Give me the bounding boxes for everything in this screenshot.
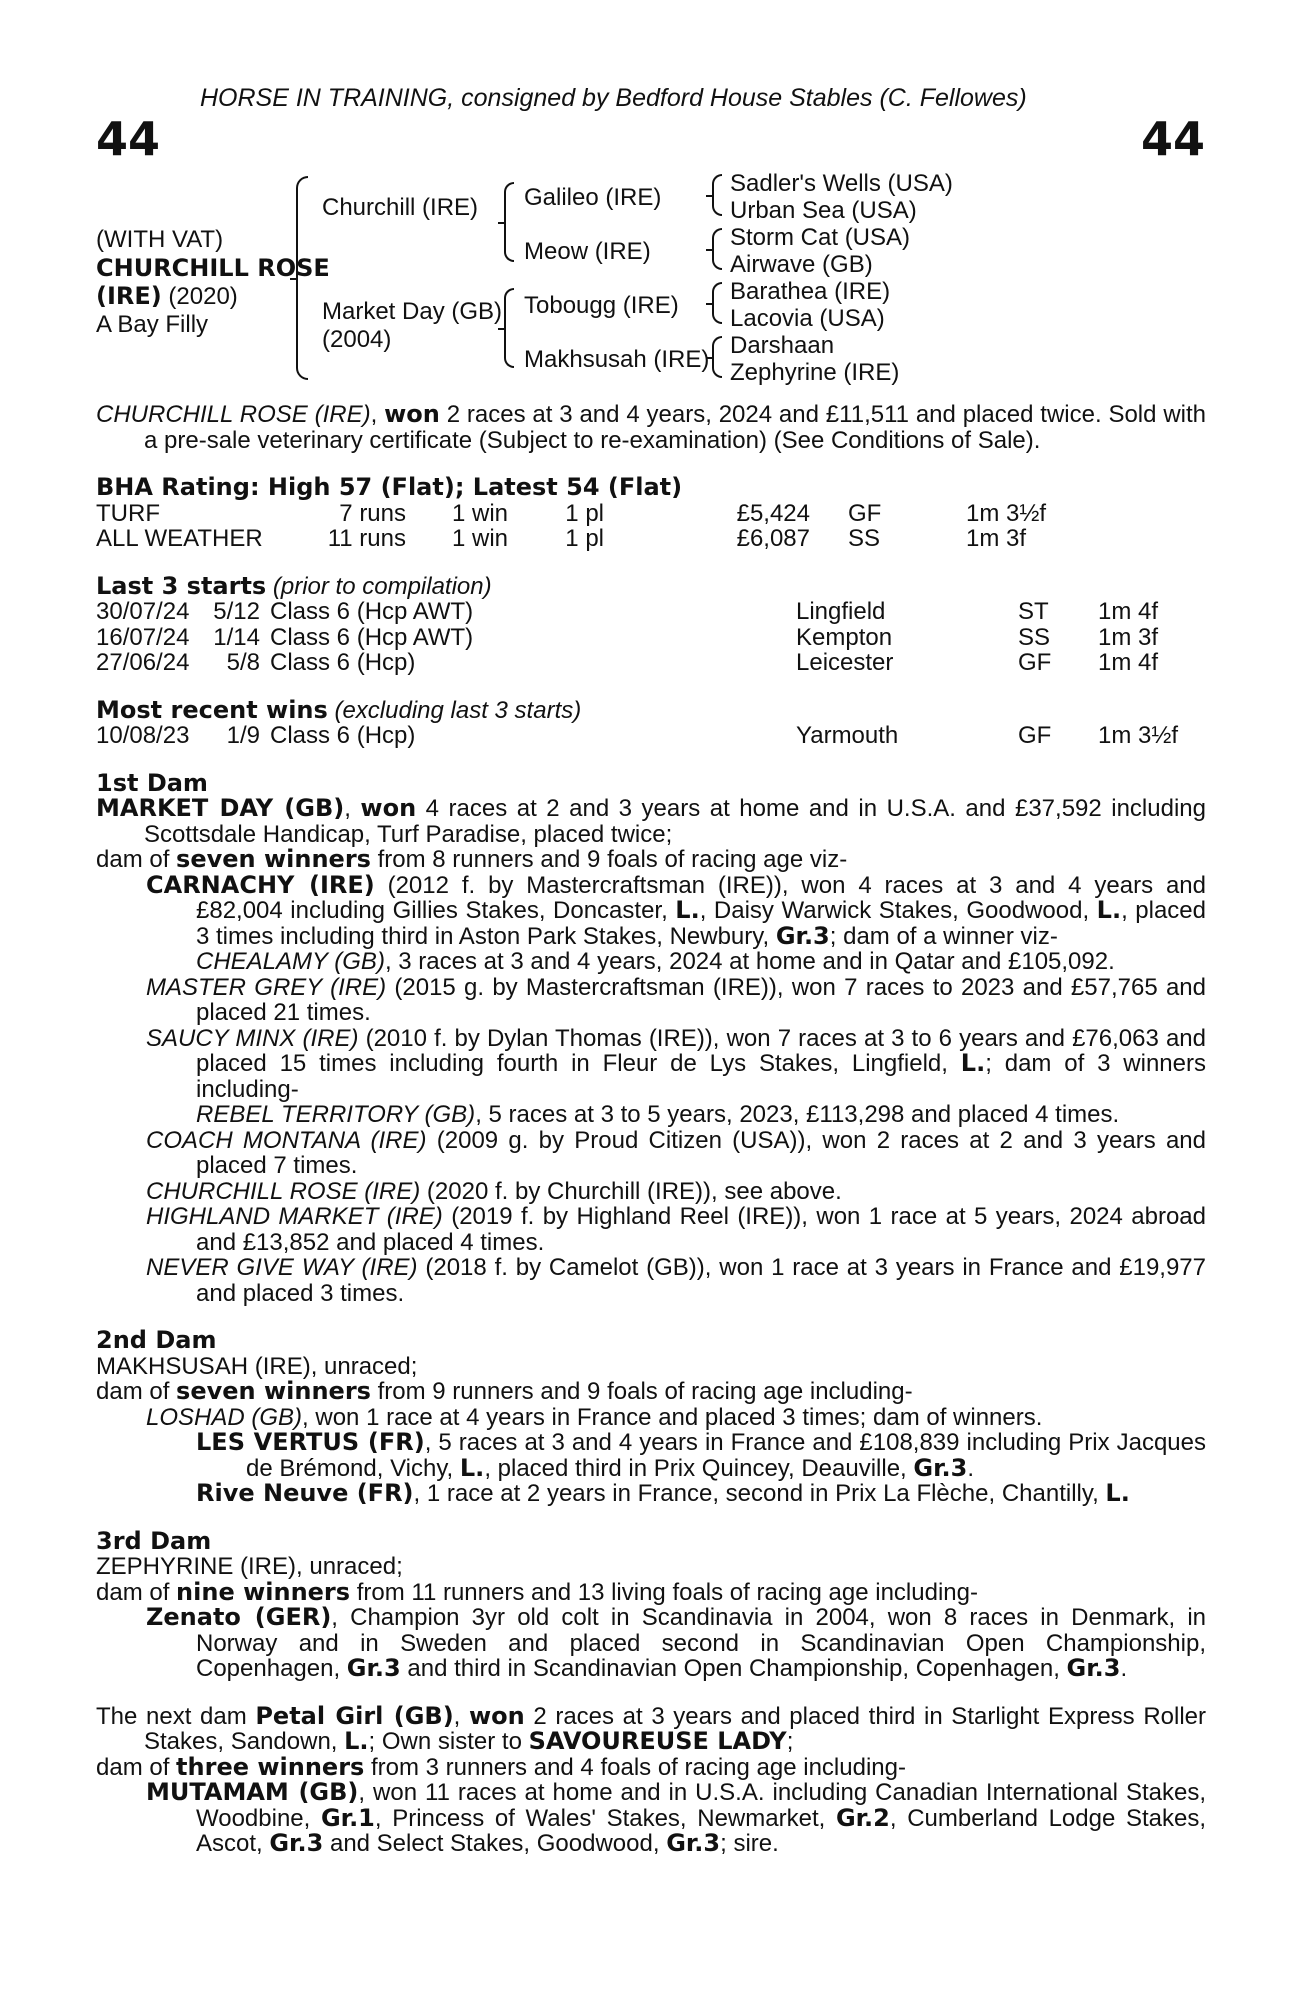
- recent-note: (excluding last 3 starts): [327, 696, 582, 724]
- progeny-text: ; sire.: [720, 1830, 779, 1857]
- rating-placed: 1 pl: [565, 525, 604, 552]
- progeny-text: , Cumberland Lodge Stakes, Ascot,: [196, 1804, 1206, 1857]
- nextdam-dam-of: [96, 1752, 1206, 1781]
- rating-table: [96, 501, 1046, 552]
- listed-mark: L.: [675, 896, 700, 924]
- progeny-name: MASTER GREY (IRE): [146, 973, 387, 1001]
- recent-table: [96, 723, 1178, 749]
- start-going: GF: [1018, 649, 1052, 676]
- progeny-name: CHEALAMY (GB): [196, 948, 385, 975]
- win-distance: 1m 3½f: [1098, 722, 1179, 749]
- nextdam-text: ,: [453, 1702, 469, 1730]
- pedigree-dss: Barathea (IRE): [730, 278, 891, 305]
- progeny-text: (2018 f. by Camelot (GB)), won 1 race at 3 years in France and £19,977 and placed 3 times.: [196, 1254, 1207, 1307]
- pedigree-dam-dam: Makhsusah (IRE): [524, 346, 710, 373]
- rating-prize: £5,424: [736, 499, 810, 527]
- recent-title: Most recent wins: [96, 695, 328, 724]
- summary-name: CHURCHILL ROSE (IRE): [96, 401, 371, 428]
- recent-heading: [96, 695, 1206, 724]
- progeny-text: and third in Scandinavian Open Championship, Copenhagen,: [400, 1655, 1067, 1682]
- rating-distance: 1m 3f: [966, 525, 1027, 552]
- rating-runs: 7 runs: [339, 499, 406, 527]
- progeny-name: LOSHAD (GB): [146, 1403, 303, 1431]
- win-course: Yarmouth: [796, 722, 899, 749]
- start-course: Leicester: [796, 649, 894, 676]
- start-course: Lingfield: [796, 598, 886, 625]
- dam1-won: won: [360, 794, 417, 822]
- listed-mark: L.: [459, 1453, 485, 1482]
- progeny-text: , 5 races at 3 to 5 years, 2023, £113,298 and placed 4 times.: [475, 1101, 1120, 1128]
- progeny-text: , placed third in Prix Quincey, Deauville,: [484, 1454, 914, 1482]
- dam2-title: 2nd Dam: [96, 1326, 217, 1354]
- dam3-title: 3rd Dam: [96, 1526, 212, 1555]
- nextdam-text: 2 races at 3 years and placed third in Starlight Express Roller Stakes, Sandown,: [144, 1702, 1206, 1755]
- start-position: 1/14: [213, 623, 260, 651]
- brace-dd: [712, 336, 722, 378]
- pedigree-ddd: Zephyrine (IRE): [730, 359, 900, 386]
- lot-number-right: 44: [1140, 112, 1205, 166]
- list-item: [96, 1179, 1206, 1205]
- start-distance: 1m 4f: [1098, 649, 1159, 676]
- progeny-name: CARNACHY (IRE): [146, 870, 375, 899]
- summary-text: 2 races at 3 and 4 years, 2024 and £11,511 and placed twice. Sold with a pre-sale veterinary certificate (Subject to re-examination) (See Conditions of Sale).: [144, 401, 1207, 454]
- list-item: [96, 1481, 1206, 1507]
- dam1-text: 4 races at 2 and 3 years at home and in U.S.A. and £37,592 including Scottsdale Handicap, Turf Paradise, placed twice;: [144, 795, 1206, 848]
- page-header-line: HORSE IN TRAINING, consigned by Bedford House Stables (C. Fellowes): [200, 84, 1027, 112]
- brace-dam: [504, 288, 514, 368]
- rating-section: [96, 475, 1206, 552]
- start-course: Kempton: [796, 623, 893, 651]
- horse-identity: [96, 226, 330, 339]
- progeny-text: (2010 f. by Dylan Thomas (IRE)), won 7 races at 3 to 6 years and £76,063 and placed 15 times including fourth in Fleur de Lys Stakes, Lingfield,: [196, 1024, 1206, 1077]
- win-date: 10/08/23: [96, 722, 190, 749]
- dam1-intro: MARKET DAY (GB), won 4 races at 2 and 3 years at home and in U.S.A. and £37,592 including Scottsdale Handicap, Turf Paradise, placed twice;: [96, 794, 1206, 848]
- progeny-text: , 1 race at 2 years in France, second in Prix La Flèche, Chantilly,: [413, 1480, 1106, 1507]
- progeny-text: ; dam of a winner viz-: [829, 922, 1058, 950]
- table-row: [96, 625, 1158, 651]
- pedigree-dsd: Lacovia (USA): [730, 305, 885, 332]
- start-distance: 1m 3f: [1098, 623, 1159, 651]
- brace-ds: [712, 282, 722, 324]
- group-mark: Gr.2: [835, 1803, 890, 1832]
- progeny-text: , Daisy Warwick Stakes, Goodwood,: [699, 897, 1097, 924]
- lot-number-left: 44: [96, 112, 161, 166]
- list-item: [96, 1026, 1206, 1103]
- horse-name-line2: [96, 282, 330, 311]
- group-mark: Gr.3: [775, 921, 830, 950]
- first-dam-section: [96, 768, 1207, 1307]
- start-date: 16/07/24: [96, 623, 190, 651]
- dam-of-b: seven winners: [176, 1377, 371, 1405]
- start-going: SS: [1018, 623, 1051, 651]
- listed-mark: L.: [1096, 896, 1122, 924]
- dam2-line: MAKHSUSAH (IRE), unraced;: [96, 1352, 418, 1380]
- dam-of-b: seven winners: [176, 845, 371, 873]
- last3-title: Last 3 starts: [96, 571, 267, 600]
- nextdam-text: ; Own sister to: [368, 1728, 529, 1755]
- brace-ss: [712, 174, 722, 216]
- dam1-name: MARKET DAY (GB): [96, 794, 345, 822]
- nextdam-sister: SAVOUREUSE LADY: [528, 1727, 787, 1755]
- progeny-text: (2020 f. by Churchill (IRE)), see above.: [420, 1177, 842, 1205]
- recent-wins-section: [96, 695, 1206, 749]
- rating-distance: 1m 3½f: [966, 499, 1047, 527]
- pedigree-dam-year: (2004): [322, 326, 392, 353]
- dam3-line: ZEPHYRINE (IRE), unraced;: [96, 1553, 403, 1580]
- horse-year: (2020): [161, 283, 238, 310]
- dam-of-c: from 3 runners and 4 foals of racing age including-: [364, 1753, 906, 1781]
- horse-name: CHURCHILL ROSE: [96, 254, 330, 282]
- progeny-text: (2012 f. by Mastercraftsman (IRE)), won 4 races at 3 and 4 years and £82,004 including Gillies Stakes, Doncaster,: [196, 871, 1206, 924]
- dam1-title: 1st Dam: [96, 768, 208, 797]
- progeny-text: , Princess of Wales' Stakes, Newmarket,: [374, 1804, 836, 1832]
- rating-prize: £6,087: [736, 525, 810, 552]
- vat-note: (WITH VAT): [96, 226, 224, 253]
- progeny-text: , placed 3 times including third in Aston Park Stakes, Newbury,: [196, 897, 1207, 950]
- dam-of-c: from 11 runners and 13 living foals of racing age including-: [350, 1578, 978, 1606]
- listed-mark: L.: [960, 1049, 986, 1077]
- dam-of-b: nine winners: [176, 1577, 351, 1606]
- horse-origin: (IRE): [96, 282, 162, 310]
- table-row: [96, 501, 1046, 527]
- progeny-name: SAUCY MINX (IRE): [146, 1024, 359, 1052]
- dam3-dam-of: [96, 1577, 1206, 1606]
- start-class: Class 6 (Hcp AWT): [270, 623, 474, 651]
- brace-sire: [504, 182, 514, 262]
- win-class: Class 6 (Hcp): [270, 722, 416, 749]
- dam-of-a: dam of: [96, 846, 177, 873]
- progeny-text: (2009 g. by Proud Citizen (USA)), won 2 races at 2 and 3 years and placed 7 times.: [196, 1126, 1206, 1179]
- second-dam-section: [96, 1328, 1206, 1507]
- progeny-text: , 3 races at 3 and 4 years, 2024 at home and in Qatar and £105,092.: [384, 948, 1115, 975]
- group-mark: Gr.3: [1066, 1654, 1121, 1682]
- list-item: [96, 1204, 1206, 1255]
- progeny-text: .: [967, 1454, 975, 1482]
- group-mark: Gr.3: [666, 1829, 721, 1857]
- nextdam-won: won: [468, 1701, 525, 1730]
- progeny-text: and Select Stakes, Goodwood,: [323, 1830, 667, 1857]
- summary: CHURCHILL ROSE (IRE), won 2 races at 3 and 4 years, 2024 and £11,511 and placed twice. Sold with a pre-sale veterinary certificate (Subject to re-examination) (See Conditions of Sale).: [96, 400, 1207, 454]
- rating-going: SS: [848, 525, 881, 552]
- progeny-text: (2015 g. by Mastercraftsman (IRE)), won 7 races to 2023 and £57,765 and placed 21 times.: [196, 973, 1206, 1026]
- win-position: 1/9: [226, 722, 260, 749]
- rating-placed: 1 pl: [565, 499, 604, 527]
- rating-surface: TURF: [96, 499, 160, 527]
- progeny-text: , 5 races at 3 and 4 years in France and £108,839 including Prix Jacques de Brémond, Vichy,: [246, 1429, 1206, 1482]
- start-distance: 1m 4f: [1098, 598, 1159, 625]
- pedigree-sire-dam: Meow (IRE): [524, 238, 651, 265]
- last3-note: (prior to compilation): [266, 572, 492, 600]
- brace-sd: [712, 228, 722, 270]
- pedigree-dam: Market Day (GB): [322, 298, 503, 325]
- horse-description: A Bay Filly: [96, 311, 209, 338]
- table-row: [96, 723, 1178, 749]
- pedigree-sds: Storm Cat (USA): [730, 224, 911, 251]
- progeny-text: , won 11 races at home and in U.S.A. including Canadian International Stakes, Woodbine,: [196, 1779, 1206, 1832]
- progeny-name: MUTAMAM (GB): [146, 1778, 359, 1806]
- nextdam-text: ;: [786, 1728, 794, 1755]
- table-row: [96, 650, 1158, 676]
- next-dam-section: [96, 1701, 1206, 1857]
- summary-won: won: [384, 400, 440, 428]
- last3-section: [96, 571, 1206, 676]
- start-position: 5/8: [226, 649, 260, 676]
- progeny-name: Rive Neuve (FR): [196, 1479, 414, 1507]
- pedigree-sss: Sadler's Wells (USA): [730, 170, 953, 197]
- rating-title: BHA Rating: High 57 (Flat); Latest 54 (Flat): [96, 473, 683, 501]
- dam-of-a: dam of: [96, 1578, 177, 1606]
- progeny-text: , won 1 race at 4 years in France and placed 3 times; dam of winners.: [302, 1403, 1043, 1431]
- body-text: [96, 402, 1206, 1857]
- table-row: [96, 599, 1158, 625]
- start-class: Class 6 (Hcp AWT): [270, 598, 474, 625]
- progeny-text: (2019 f. by Highland Reel (IRE)), won 1 race at 5 years, 2024 abroad and £13,852 and placed 4 times.: [196, 1203, 1206, 1256]
- group-mark: Gr.3: [346, 1654, 401, 1682]
- list-item: [96, 1780, 1206, 1857]
- pedigree-chart: [96, 170, 1206, 390]
- dam1-dam-of: [96, 847, 1206, 873]
- progeny-text: , Champion 3yr old colt in Scandinavia in 2004, won 8 races in Denmark, in Norway and in Sweden and placed second in Scandinavian Open Championship, Copenhagen,: [196, 1604, 1206, 1682]
- list-item: [96, 1405, 1206, 1431]
- progeny-text: .: [1120, 1655, 1128, 1682]
- list-item: [96, 1605, 1206, 1682]
- list-item: [96, 1102, 1206, 1128]
- nextdam-intro: [96, 1701, 1206, 1755]
- start-going: ST: [1018, 598, 1049, 625]
- pedigree-ssd: Urban Sea (USA): [730, 197, 917, 224]
- pedigree-dam-sire: Tobougg (IRE): [524, 292, 679, 319]
- rating-going: GF: [848, 499, 882, 527]
- group-mark: Gr.3: [913, 1453, 968, 1482]
- list-item: [96, 1128, 1206, 1179]
- start-date: 30/07/24: [96, 598, 190, 625]
- pedigree-sdd: Airwave (GB): [730, 251, 873, 278]
- dam-of-c: from 9 runners and 9 foals of racing age including-: [370, 1378, 913, 1405]
- rating-wins: 1 win: [451, 499, 508, 527]
- dam-of-a: dam of: [96, 1378, 177, 1405]
- dam-of-a: dam of: [96, 1753, 177, 1781]
- list-item: [96, 949, 1206, 975]
- dam-of-b: three winners: [176, 1752, 365, 1781]
- table-row: [96, 526, 1046, 552]
- pedigree-dds: Darshaan: [730, 332, 835, 359]
- progeny-name: COACH MONTANA (IRE): [146, 1126, 427, 1154]
- dam2-dam-of: [96, 1379, 1206, 1405]
- last3-table: [96, 599, 1158, 676]
- progeny-name: NEVER GIVE WAY (IRE): [146, 1254, 418, 1281]
- dam-of-c: from 8 runners and 9 foals of racing age viz-: [370, 846, 848, 873]
- rating-runs: 11 runs: [327, 525, 406, 552]
- start-position: 5/12: [213, 598, 260, 625]
- group-mark: Gr.1: [320, 1803, 375, 1832]
- list-item: [96, 1255, 1206, 1306]
- nextdam-name: Petal Girl (GB): [255, 1701, 454, 1730]
- listed-mark: L.: [344, 1727, 369, 1755]
- list-item: [96, 975, 1206, 1026]
- group-mark: Gr.3: [269, 1829, 324, 1857]
- brace-gen1: [296, 176, 308, 380]
- rating-wins: 1 win: [451, 525, 508, 552]
- progeny-name: REBEL TERRITORY (GB): [196, 1101, 476, 1128]
- list-item: [96, 870, 1207, 950]
- pedigree-sire: Churchill (IRE): [322, 194, 479, 221]
- third-dam-section: [96, 1526, 1206, 1682]
- progeny-name: CHURCHILL ROSE (IRE): [146, 1177, 421, 1205]
- nextdam-text: The next dam: [96, 1702, 256, 1730]
- progeny-name: Zenato (GER): [146, 1603, 332, 1631]
- progeny-name: LES VERTUS (FR): [196, 1428, 425, 1456]
- progeny-text: ; dam of 3 winners including-: [196, 1050, 1206, 1103]
- last3-heading: [96, 571, 1206, 600]
- pedigree-sire-sire: Galileo (IRE): [524, 184, 662, 211]
- start-class: Class 6 (Hcp): [270, 649, 416, 676]
- progeny-name: HIGHLAND MARKET (IRE): [146, 1203, 443, 1230]
- rating-surface: ALL WEATHER: [96, 525, 263, 552]
- start-date: 27/06/24: [96, 649, 190, 676]
- listed-mark: L.: [1105, 1479, 1130, 1507]
- win-going: GF: [1018, 722, 1052, 749]
- list-item: [96, 1430, 1206, 1481]
